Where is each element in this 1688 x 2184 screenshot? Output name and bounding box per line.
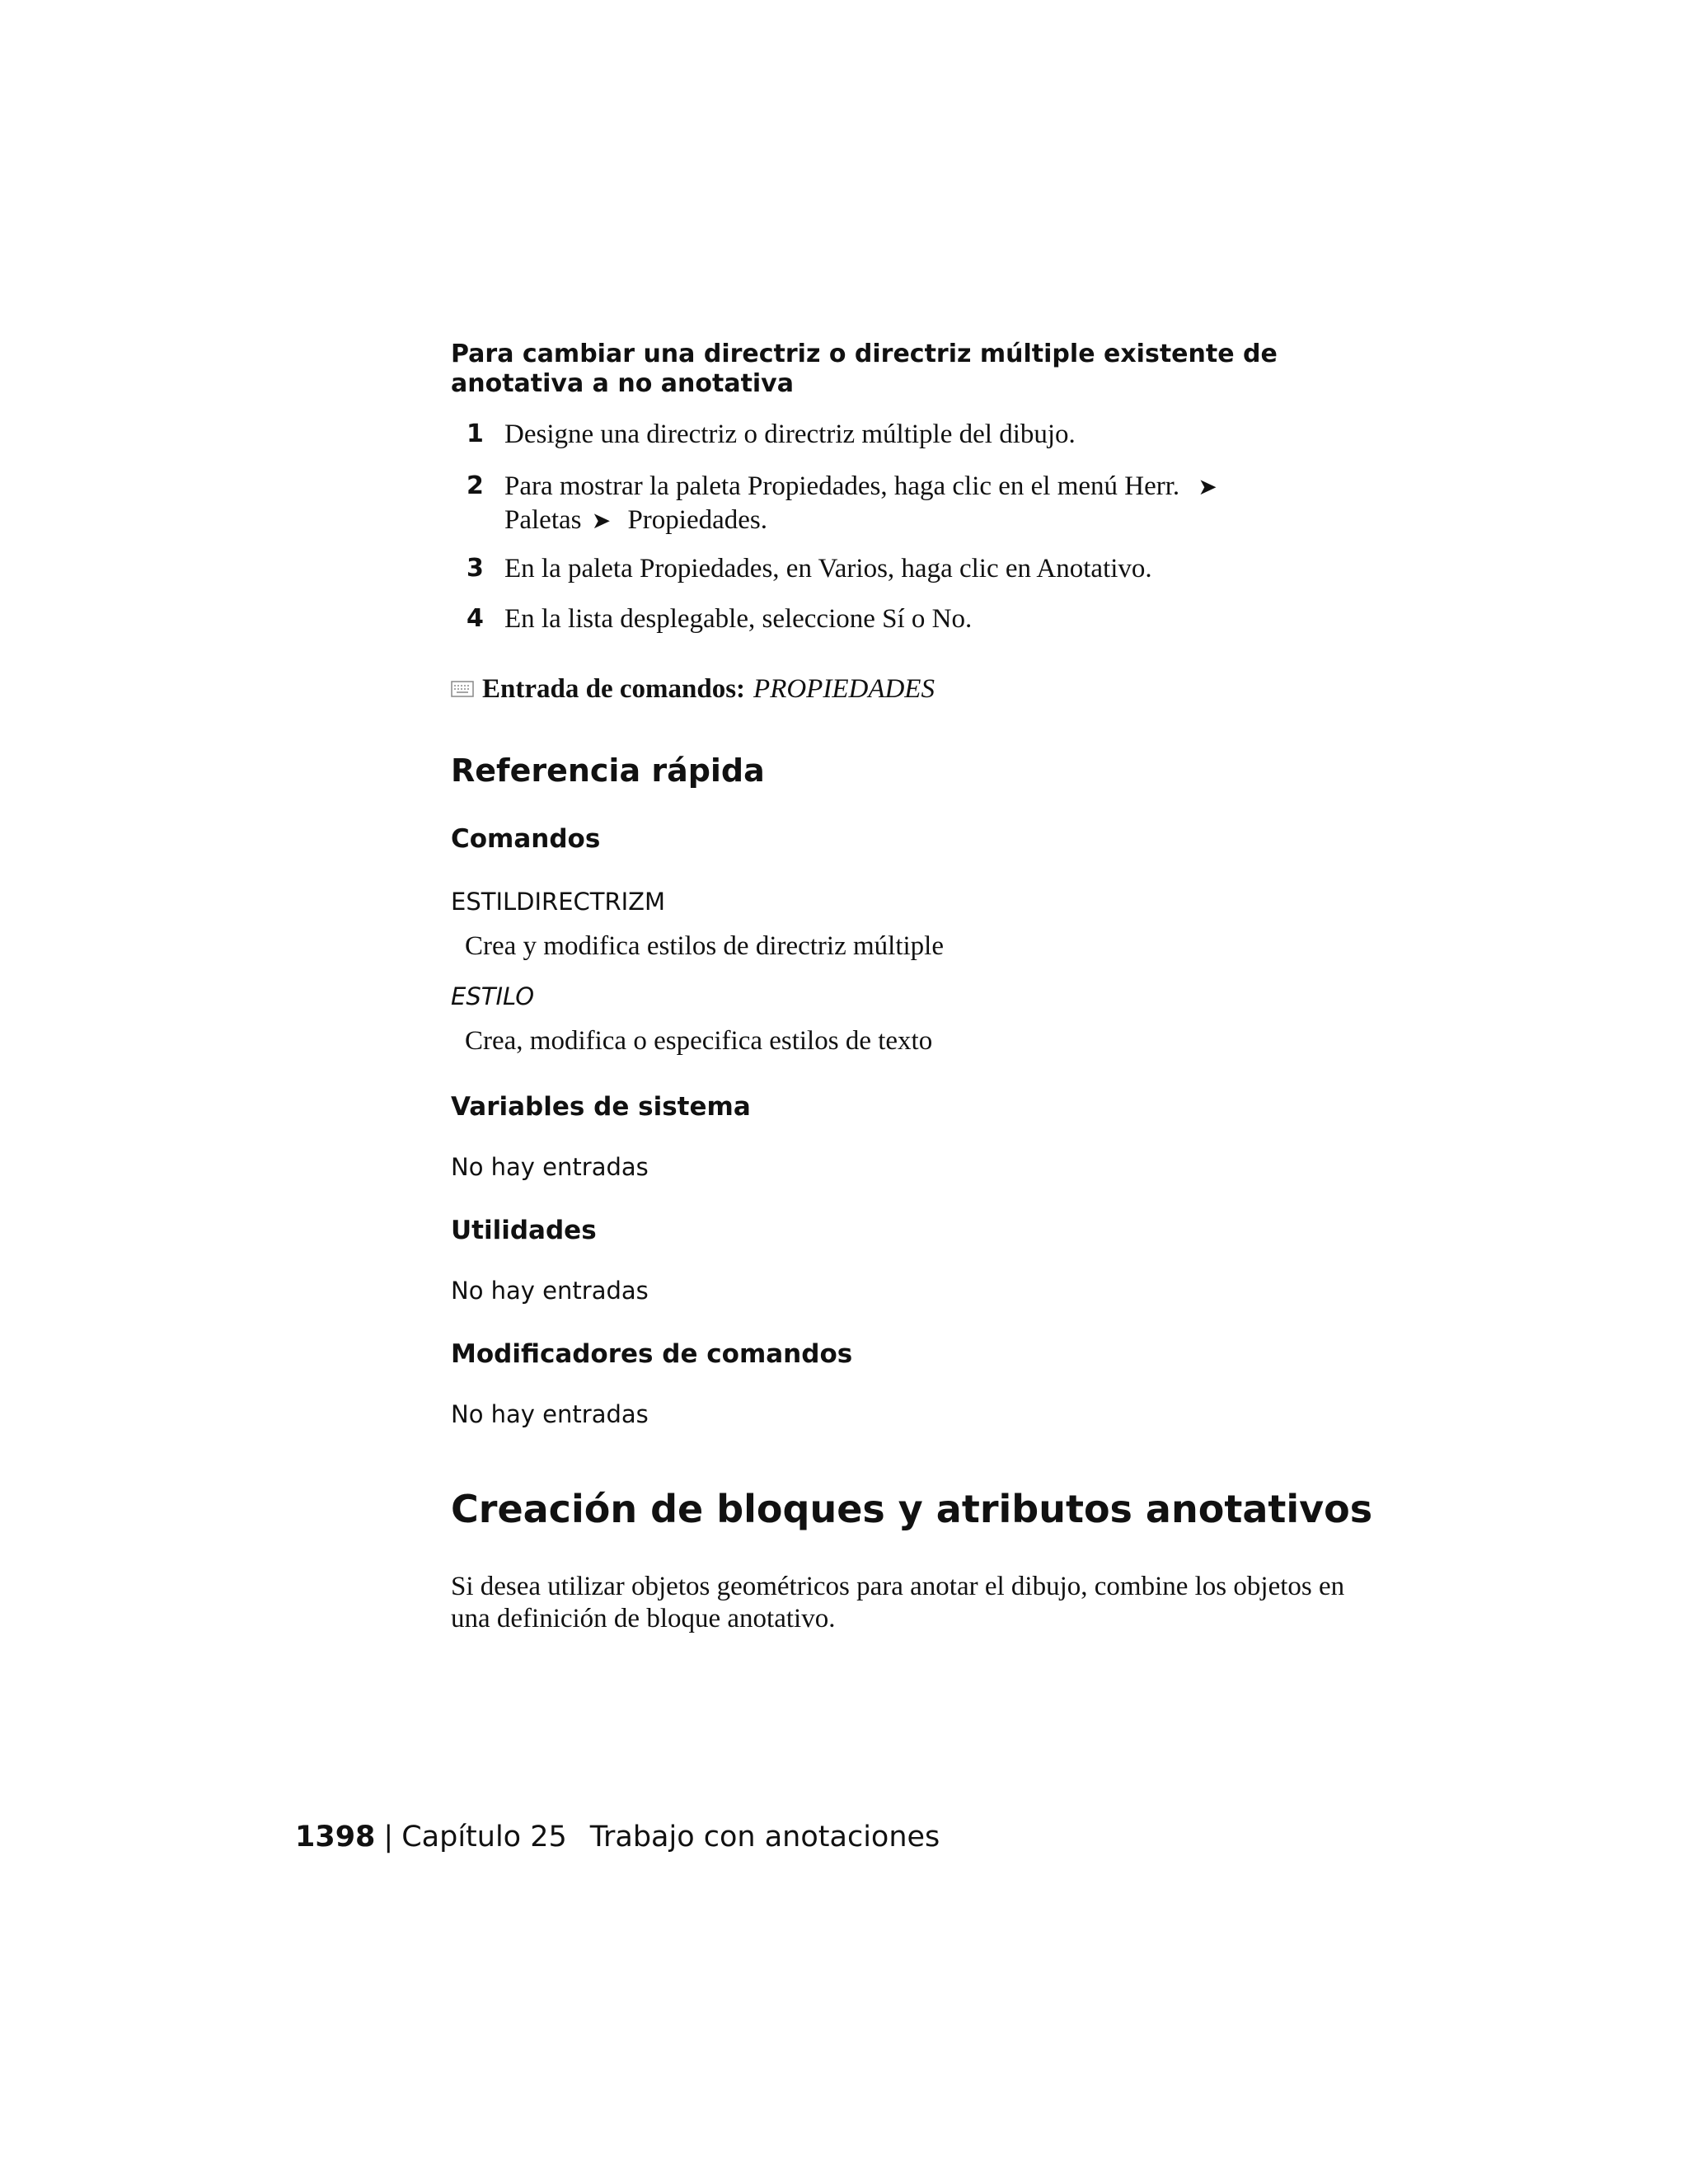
command-description: Crea y modifica estilos de directriz múltiple bbox=[465, 931, 944, 961]
step-text: Para mostrar la paleta Propiedades, haga clic en el menú Herr. bbox=[504, 471, 1180, 501]
page-number: 1398 bbox=[295, 1821, 376, 1854]
menu-arrow-icon: ➤ bbox=[591, 509, 612, 534]
step-text: Designe una directriz o directriz múltiple del dibujo. bbox=[504, 419, 1076, 449]
step-text-line bbox=[504, 503, 767, 539]
menu-path-item: Paletas bbox=[504, 505, 582, 535]
step-number: 4 bbox=[467, 604, 484, 633]
section-heading: Creación de bloques y atributos anotativos bbox=[451, 1487, 1373, 1531]
command-entry-label: Entrada de comandos: bbox=[482, 674, 746, 704]
menu-arrow-icon: ➤ bbox=[1198, 475, 1217, 500]
modifiers-value: No hay entradas bbox=[451, 1400, 649, 1428]
command-name: ESTILDIRECTRIZM bbox=[451, 888, 666, 916]
keyboard-icon bbox=[451, 674, 474, 705]
sysvars-value: No hay entradas bbox=[451, 1153, 649, 1181]
utilities-heading: Utilidades bbox=[451, 1216, 597, 1245]
step-text-line bbox=[504, 469, 1217, 505]
commands-heading: Comandos bbox=[451, 824, 601, 854]
command-name: ESTILO bbox=[451, 982, 535, 1010]
procedure-title: Para cambiar una directriz o directriz múltiple existente de anotativa a no anotativa bbox=[451, 340, 1278, 398]
chapter-number: Capítulo 25 bbox=[401, 1821, 567, 1854]
step-number: 3 bbox=[467, 554, 484, 583]
quick-reference-heading: Referencia rápida bbox=[451, 752, 765, 789]
sysvars-heading: Variables de sistema bbox=[451, 1092, 751, 1122]
command-entry-value: PROPIEDADES bbox=[753, 674, 935, 704]
command-entry bbox=[451, 674, 935, 705]
step-number: 2 bbox=[467, 471, 484, 500]
section-body: Si desea utilizar objetos geométricos para anotar el dibujo, combine los objetos en una definición de bloque anotativo. bbox=[451, 1572, 1345, 1633]
step-number: 1 bbox=[467, 419, 484, 448]
step-text: En la paleta Propiedades, en Varios, haga clic en Anotativo. bbox=[504, 554, 1152, 583]
utilities-value: No hay entradas bbox=[451, 1277, 649, 1305]
command-description: Crea, modifica o especifica estilos de texto bbox=[465, 1026, 933, 1056]
page-footer bbox=[295, 1821, 940, 1854]
menu-path-item: Propiedades. bbox=[627, 505, 767, 535]
modifiers-heading: Modificadores de comandos bbox=[451, 1339, 853, 1369]
chapter-title: Trabajo con anotaciones bbox=[589, 1821, 940, 1854]
footer-separator: | bbox=[383, 1821, 394, 1854]
step-text: En la lista desplegable, seleccione Sí o No. bbox=[504, 604, 973, 634]
